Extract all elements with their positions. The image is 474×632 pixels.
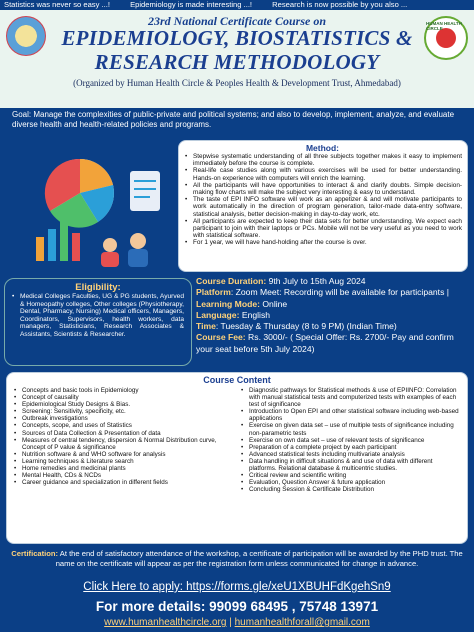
- header: [0, 10, 474, 108]
- ticker-item: Statistics was never so easy ...!: [4, 0, 110, 9]
- language-line: [196, 310, 470, 321]
- content-item: • Measures of central tendency, dispersion & Normal Distribution curve, Concept of P value & significance: [13, 437, 234, 451]
- content-item: • Advanced statistical tests including multivariate analysis: [240, 451, 461, 458]
- fee-label: Course Fee:: [196, 332, 246, 343]
- content-item: • Concept of causality: [13, 394, 234, 401]
- content-item: • Preparation of a complete project by each participant: [240, 444, 461, 451]
- certification-label: Certification:: [11, 549, 59, 558]
- organizer-text: (Organized by Human Health Circle & Peoples Health & Development Trust, Ahmedabad): [73, 78, 401, 88]
- content-item: • Sources of Data Collection & Presentation of data: [13, 430, 234, 437]
- platform-line: [196, 287, 470, 310]
- content-right-column: [240, 387, 461, 493]
- time-value: : Tuesday & Thursday (8 to 9 PM) (Indian Time): [215, 321, 397, 332]
- method-item: • The taste of EPI INFO software will work as an appetizer & and will motivate participants to work automatically in the direction of program generation, tailor-made data-entry software, statistical analysis, better decision-making in day-to-day work, etc.: [183, 196, 462, 218]
- content-item: • Concluding Session & Certificate Distribution: [240, 486, 461, 493]
- method-item: • Stepwise systematic understanding of all three subjects together makes it easy to implement immediately before the course is complete.: [183, 153, 462, 167]
- time-label: Time: [196, 321, 216, 332]
- method-title: Method:: [305, 143, 340, 153]
- content-item: • Introduction to Open EPI and other statistical software including web-based applications: [240, 408, 461, 422]
- method-item: • All the participants will have opportunities to interact & and clarify doubts. Simple decision-making flow charts will make the subject very interesting & easy to understand.: [183, 182, 462, 196]
- time-line: [196, 321, 470, 332]
- duration-label: Course Duration:: [196, 276, 267, 286]
- method-list: [183, 153, 462, 247]
- course-content-box: [6, 372, 468, 544]
- email-link[interactable]: humanhealthforall@gmail.com: [234, 617, 370, 628]
- content-item: • Critical review and scientific writing: [240, 472, 461, 479]
- content-item: • Home remedies and medicinal plants: [13, 465, 234, 472]
- course-subtitle: 23rd National Certificate Course on: [147, 14, 326, 28]
- platform-value: : Zoom Meet: Recording will be available for participants |: [230, 287, 449, 298]
- course-content-title: Course Content: [203, 375, 271, 385]
- language-label: Language:: [196, 309, 240, 320]
- mode-label: Learning Mode:: [196, 298, 260, 309]
- mode-value: Online: [259, 298, 288, 309]
- content-item: • Mental Health, CDs & NCDs: [13, 472, 234, 479]
- eligibility-details-section: [0, 272, 474, 370]
- logo-text: HUMAN HEALTH CIRCLE: [426, 21, 462, 31]
- apply-link[interactable]: Click Here to apply: https://forms.gle/xeU1XBUHFdKgehSn9: [83, 581, 391, 593]
- eligibility-list: [12, 293, 184, 338]
- eligibility-title: Eligibility:: [75, 282, 121, 293]
- certification-text: [0, 546, 474, 580]
- certification-body: At the end of satisfactory attendance of the workshop, a certificate of participation will be awarded by the PHD trust. The name on the certificate will appear as per the registration form unless communicated for change in advance.: [55, 549, 463, 568]
- content-item: • Evaluation, Question Answer & future application: [240, 479, 461, 486]
- footer-links: [0, 617, 474, 631]
- course-title-line2: RESEARCH METHODOLOGY: [94, 50, 380, 74]
- content-item: • Concepts, scope, and uses of Statistics: [13, 422, 234, 429]
- platform-label: Platform: [196, 287, 231, 298]
- content-item: • Learning techniques & Literature search: [13, 458, 234, 465]
- language-value: English: [239, 309, 271, 320]
- content-item: • Outbreak investigations: [13, 415, 234, 422]
- contact-numbers: For more details: 99099 68495 , 75748 13971: [95, 599, 379, 614]
- duration-value: 9th July to 15th Aug 2024: [266, 276, 366, 286]
- ticker-item: Research is now possible by you also ...: [272, 0, 408, 9]
- content-item: • Exercise on given data set – use of multiple tests of significance including non-parametric tests: [240, 422, 461, 436]
- content-item: • Data handling in difficult situations & and use of data with different platforms. Relational database & multicentric studies.: [240, 458, 461, 472]
- content-item: • Concepts and basic tools in Epidemiology: [13, 387, 234, 394]
- fee-value: Rs. 3000/- ( Special Offer: Rs. 2700/- Pay and confirm your seat before 5th July 2024): [196, 332, 454, 354]
- content-item: • Screening: Sensitivity, specificity, etc.: [13, 408, 234, 415]
- method-item: • All participants are expected to keep their data sets for better understanding. We expect each participant to join with their laptops or PCs. Mobile will not be very useful as you need to work with statistical software.: [183, 218, 462, 240]
- content-item: • Nutrition software & and WHO software for analysis: [13, 451, 234, 458]
- content-item: • Career guidance and specialization in different fields: [13, 479, 234, 486]
- duration-line: [196, 276, 470, 287]
- method-box: [178, 140, 468, 272]
- course-title-line1: EPIDEMIOLOGY, BIOSTATISTICS &: [61, 26, 413, 50]
- content-left-column: [13, 387, 234, 493]
- content-item: • Diagnostic pathways for Statistical methods & use of EPIINFO: Correlation with manual statistical tests and computerized tests with examples of each test of significance: [240, 387, 461, 408]
- eligibility-box: [4, 278, 192, 366]
- method-item: • Real-life case studies along with various exercises will be used for better understanding. Hands-on experience with computers will enrich the learning.: [183, 167, 462, 181]
- ticker-item: Epidemiology is made interesting ...!: [130, 0, 253, 9]
- eligibility-text: • Medical Colleges Faculties, UG & PG students, Ayurved & Homeopathy colleges, Other colleges (Physiotherapy, Dental, Pharmacy, Nursing) Medical officers, Managers, Coordinators, Supervisors, health workers, data managers, Statisticians, Research Associates & Assistants, Scientists & Researcher.: [12, 293, 184, 338]
- goal-text: Goal: Manage the complexities of public-private and political systems; and also to develop, implement, analyze, and evaluate diverse health and health-related policies and programs.: [0, 108, 474, 136]
- course-details: [196, 276, 470, 368]
- analytics-illustration-icon: [10, 141, 178, 269]
- content-item: • Epidemiological Study Designs & Bias.: [13, 401, 234, 408]
- fee-line: [196, 332, 470, 355]
- ticker-banner: [0, 0, 474, 10]
- footer-separator: |: [226, 617, 235, 628]
- website-link[interactable]: www.humanhealthcircle.org: [104, 617, 227, 628]
- method-item: • For 1 year, we will have hand-holding after the course is over.: [183, 239, 462, 246]
- method-section: [0, 136, 474, 270]
- content-item: • Exercise on own data set – use of relevant tests of significance: [240, 437, 461, 444]
